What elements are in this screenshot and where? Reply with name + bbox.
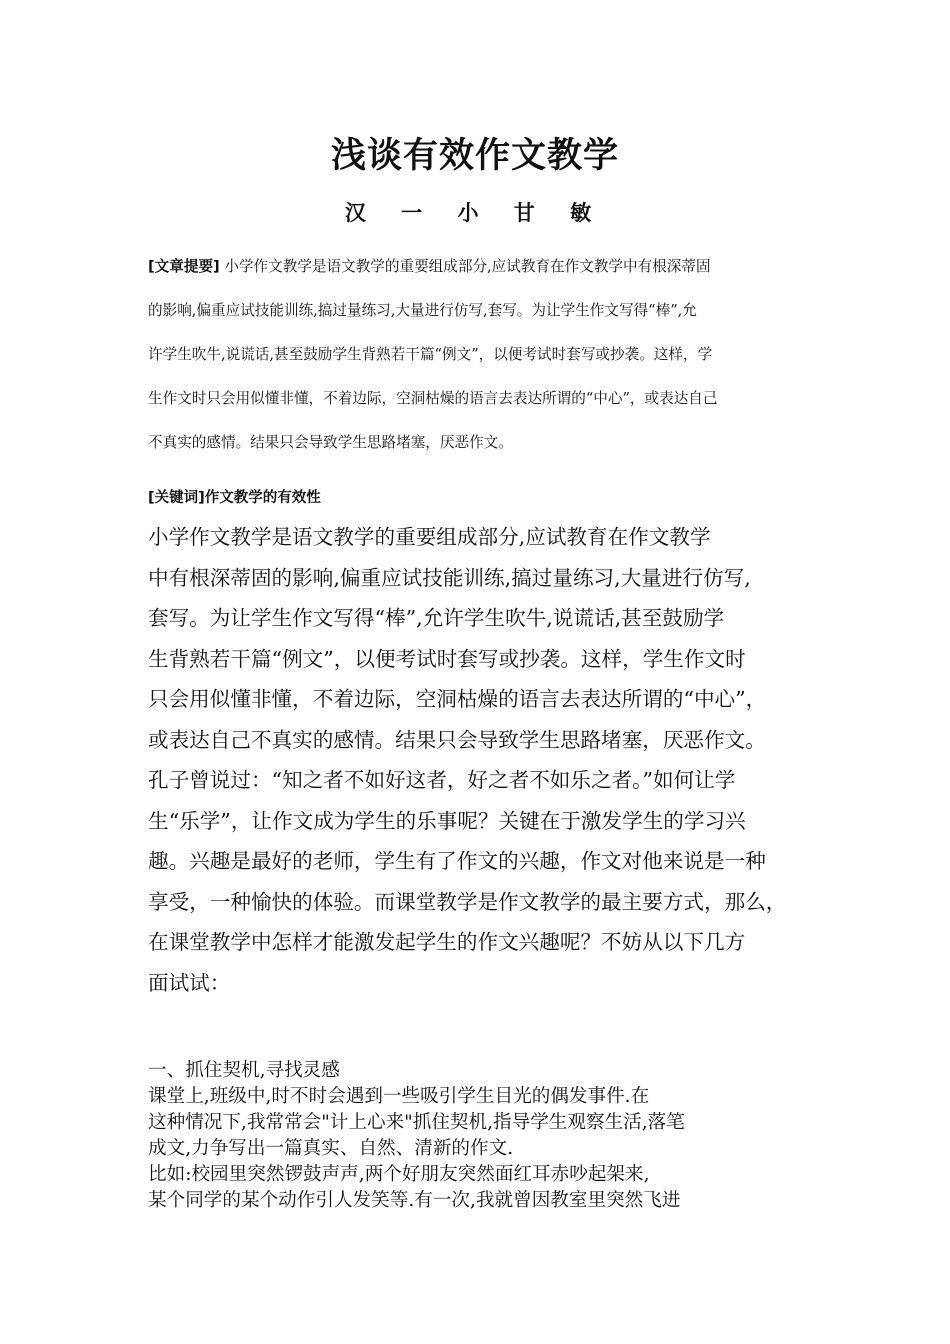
- body-line: 面试试：: [148, 970, 231, 995]
- section-heading: 一、抓住契机,寻找灵感: [148, 1060, 340, 1081]
- body-line: 孔子曾说过：“知之者不如好这者，好之者不如乐之者。”如何让学: [148, 768, 736, 792]
- section-line: 课堂上,班级中,时不时会遇到一些吸引学生目光的偶发事件.在: [148, 1086, 650, 1107]
- keywords-line: [关键词]作文教学的有效性: [148, 490, 321, 506]
- abstract-line: [148, 245, 816, 289]
- body-line: 套写。为让学生作文写得“棒”,允许学生吹牛,说谎话,甚至鼓励学: [148, 606, 725, 630]
- abstract-line: 的影响,偏重应试技能训练,搞过量练习,大量进行仿写,套写。为让学生作文写得“棒”,允: [148, 302, 697, 319]
- section-one: [148, 1058, 828, 1214]
- body-line: 生背熟若干篇“例文”，以便考试时套写或抄袭。这样，学生作文时: [148, 646, 746, 671]
- body-line: 生“乐学”，让作文成为学生的乐事呢？关键在于激发学生的学习兴: [148, 808, 746, 833]
- abstract-label: [文章提要]: [148, 258, 220, 275]
- abstract-line: 许学生吹牛,说谎话,甚至鼓励学生背熟若干篇“例文”，以便考试时套写或抄袭。这样，学: [148, 346, 713, 363]
- body-line: 趣。兴趣是最好的老师，学生有了作文的兴趣，作文对他来说是一种: [148, 849, 766, 873]
- abstract-line: 生作文时只会用似懂非懂，不着边际，空洞枯燥的语言去表达所谓的“中心”，或表达自己: [148, 390, 718, 407]
- body-line: 享受，一种愉快的体验。而课堂教学是作文教学的最主要方式，那么，: [148, 889, 787, 914]
- section-line: 这种情况下,我常常会"计上心来"抓住契机,指导学生观察生活,落笔: [148, 1112, 685, 1133]
- author-line: 汉 一 小 甘 敏: [344, 201, 606, 225]
- body-paragraph: [148, 517, 828, 1003]
- section-line: 某个同学的某个动作引人发笑等.有一次,我就曾因教室里突然飞进: [148, 1190, 681, 1211]
- document-title: 浅谈有效作文教学: [330, 136, 619, 176]
- body-line: 只会用似懂非懂，不着边际，空洞枯燥的语言去表达所谓的“中心”，: [148, 687, 767, 711]
- abstract-text: 小学作文教学是语文教学的重要组成部分,应试教育在作文教学中有根深蒂固: [219, 258, 711, 275]
- body-line: 或表达自己不真实的感情。结果只会导致学生思路堵塞，厌恶作文。: [148, 727, 766, 752]
- abstract-block: [148, 245, 816, 465]
- body-line: 在课堂教学中怎样才能激发起学生的作文兴趣呢？不妨从以下几方: [148, 930, 746, 954]
- section-line: 成文,力争写出一篇真实、自然、清新的作文.: [148, 1138, 514, 1159]
- body-line: 小学作文教学是语文教学的重要组成部分,应试教育在作文教学: [148, 525, 711, 549]
- body-line: 中有根深蒂固的影响,偏重应试技能训练,搞过量练习,大量进行仿写,: [148, 565, 751, 590]
- section-line: 比如:校园里突然锣鼓声声,两个好朋友突然面红耳赤吵起架来,: [148, 1164, 650, 1185]
- abstract-line: 不真实的感情。结果只会导致学生思路堵塞，厌恶作文。: [148, 434, 513, 451]
